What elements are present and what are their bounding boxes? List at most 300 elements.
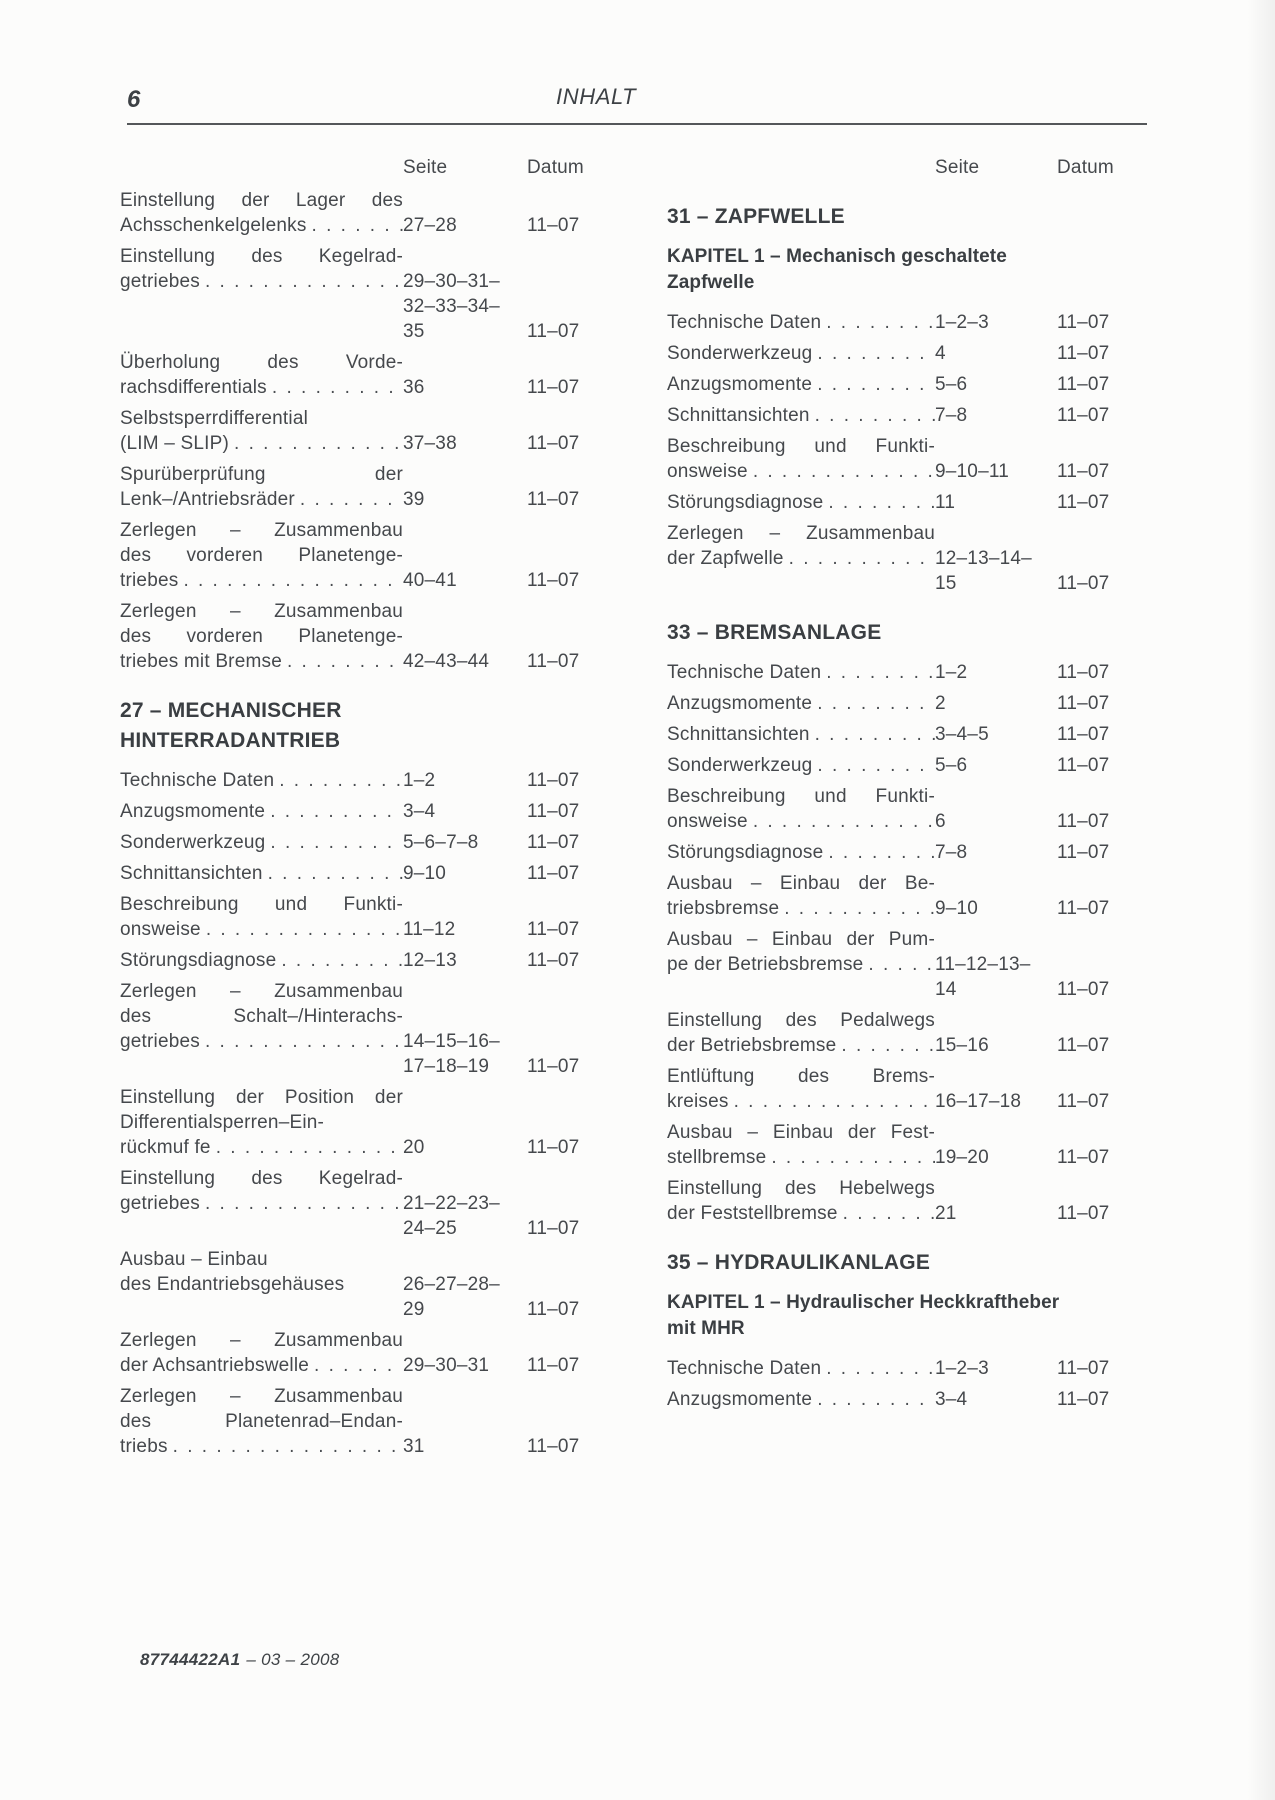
dot-leader-icon bbox=[281, 948, 403, 973]
toc-entry-page-numbers: 3–4 bbox=[403, 801, 436, 822]
toc-row bbox=[667, 571, 1127, 596]
toc-entry-date: 11–07 bbox=[1057, 693, 1110, 714]
toc-entry-page-numbers: 32–33–34– bbox=[403, 296, 500, 317]
toc-entry-date: 11–07 bbox=[527, 770, 580, 791]
toc-row bbox=[120, 518, 597, 543]
toc-entry-label-line: Technische Daten bbox=[120, 770, 275, 791]
toc-entry-label-line: getriebes bbox=[120, 1031, 200, 1052]
toc-row bbox=[120, 649, 597, 674]
toc-entry-label-line: (LIM – SLIP) bbox=[120, 433, 230, 454]
toc-entry bbox=[120, 948, 597, 973]
toc-row bbox=[120, 1353, 597, 1378]
dot-leader-icon bbox=[817, 1387, 935, 1412]
toc-entry-page-numbers: 1–2 bbox=[935, 662, 968, 683]
toc-entry-label-line: onsweise bbox=[120, 919, 201, 940]
toc-entry-label-line: Einstellung der Position der bbox=[120, 1087, 403, 1108]
toc-row bbox=[667, 1008, 1127, 1033]
toc-entry-label-line: Technische Daten bbox=[667, 1358, 822, 1379]
dot-leader-icon bbox=[279, 768, 403, 793]
toc-row bbox=[667, 1145, 1127, 1170]
toc-entry-date: 11–07 bbox=[527, 377, 580, 398]
toc-entry-label-line: rachsdifferentials bbox=[120, 377, 267, 398]
toc-entry-label-line: Differentialsperren–Ein- bbox=[120, 1112, 325, 1133]
toc-row bbox=[120, 375, 597, 400]
toc-entry-date: 11–07 bbox=[1057, 1358, 1110, 1379]
toc-row bbox=[667, 753, 1127, 778]
toc-entry bbox=[667, 722, 1127, 747]
dot-leader-icon bbox=[753, 459, 935, 484]
heading-line: mit MHR bbox=[667, 1318, 745, 1339]
toc-entry-label-line: Einstellung des Kegelrad- bbox=[120, 246, 403, 267]
toc-entry-date: 11–07 bbox=[527, 1218, 580, 1239]
toc-entry-date: 11–07 bbox=[527, 1355, 580, 1376]
toc-row bbox=[667, 1120, 1127, 1145]
toc-entry bbox=[667, 927, 1127, 1002]
toc-entry-label-line: Anzugsmomente bbox=[667, 374, 813, 395]
toc-entry-page-numbers: 29–30–31– bbox=[403, 271, 500, 292]
toc-chapter-heading bbox=[667, 1290, 1127, 1342]
toc-entry-page-numbers: 11–12–13– bbox=[935, 954, 1031, 975]
toc-row bbox=[667, 691, 1127, 716]
toc-row bbox=[667, 310, 1127, 335]
toc-entry-label-line: Schnittansichten bbox=[667, 405, 810, 426]
dot-leader-icon bbox=[205, 1191, 403, 1216]
toc-entry-label-line: rückmuf fe bbox=[120, 1137, 211, 1158]
toc-entry-date: 11–07 bbox=[527, 832, 580, 853]
toc-entry-page-numbers: 15–16 bbox=[935, 1035, 989, 1056]
toc-entry-label-line: Zerlegen – Zusammenbau bbox=[120, 1386, 403, 1407]
toc-entry-label-line: der Achsantriebswelle bbox=[120, 1355, 310, 1376]
toc-entry-page-numbers: 27–28 bbox=[403, 215, 457, 236]
toc-entry-page-numbers: 9–10 bbox=[935, 898, 979, 919]
toc-entry-date: 11–07 bbox=[527, 433, 580, 454]
toc-row bbox=[120, 1409, 597, 1434]
toc-row bbox=[120, 1297, 597, 1322]
toc-entry bbox=[667, 753, 1127, 778]
toc-row bbox=[667, 434, 1127, 459]
dot-leader-icon bbox=[817, 341, 935, 366]
toc-entry-label-line: getriebes bbox=[120, 1193, 200, 1214]
toc-entry bbox=[667, 1008, 1127, 1058]
seite-column-header: Seite bbox=[935, 157, 980, 178]
toc-entry-page-numbers: 5–6 bbox=[935, 374, 968, 395]
toc-row bbox=[667, 459, 1127, 484]
toc-row bbox=[120, 861, 597, 886]
toc-entry-label-line: des Schalt–/Hinterachs- bbox=[120, 1006, 403, 1027]
toc-entry-page-numbers: 1–2–3 bbox=[935, 312, 989, 333]
toc-row bbox=[120, 1434, 597, 1459]
toc-entry-page-numbers: 4 bbox=[935, 343, 946, 364]
toc-entry-page-numbers: 14–15–16– bbox=[403, 1031, 500, 1052]
toc-row bbox=[667, 341, 1127, 366]
toc-column-right bbox=[667, 155, 1127, 1418]
dot-leader-icon bbox=[183, 568, 403, 593]
toc-entry-page-numbers: 14 bbox=[935, 979, 957, 1000]
toc-entry-date: 11–07 bbox=[527, 489, 580, 510]
toc-entry-label-line: Achsschenkelgelenks bbox=[120, 215, 307, 236]
toc-entry-date: 11–07 bbox=[527, 321, 580, 342]
toc-row bbox=[120, 406, 597, 431]
toc-entry-label-line: Beschreibung und Funkti- bbox=[120, 894, 403, 915]
toc-entry-label-line: triebsbremse bbox=[667, 898, 780, 919]
toc-section-heading bbox=[667, 202, 1127, 232]
toc-entry-label-line: Ausbau – Einbau der Pum- bbox=[667, 929, 935, 950]
toc-row bbox=[120, 768, 597, 793]
heading-line: Zapfwelle bbox=[667, 272, 755, 293]
dot-leader-icon bbox=[753, 809, 935, 834]
toc-row bbox=[667, 840, 1127, 865]
dot-leader-icon bbox=[826, 660, 935, 685]
toc-entry bbox=[667, 1176, 1127, 1226]
toc-entry-date: 11–07 bbox=[1057, 461, 1110, 482]
toc-entry bbox=[667, 434, 1127, 484]
toc-row bbox=[120, 1272, 597, 1297]
toc-entry bbox=[120, 1384, 597, 1459]
toc-entry-label-line: Störungsdiagnose bbox=[667, 492, 824, 513]
seite-column-header: Seite bbox=[403, 157, 448, 178]
dot-leader-icon bbox=[826, 310, 935, 335]
toc-entry bbox=[667, 1387, 1127, 1412]
toc-entry-label-line: onsweise bbox=[667, 811, 748, 832]
toc-entry-date: 11–07 bbox=[527, 1137, 580, 1158]
toc-entry-label-line: Störungsdiagnose bbox=[667, 842, 824, 863]
dot-leader-icon bbox=[826, 1356, 935, 1381]
toc-entry-label-line: Zerlegen – Zusammenbau bbox=[120, 1330, 403, 1351]
toc-row bbox=[120, 892, 597, 917]
toc-row bbox=[120, 799, 597, 824]
toc-entry bbox=[120, 1328, 597, 1378]
toc-entry-label-line: Sonderwerkzeug bbox=[667, 343, 813, 364]
datum-column-header: Datum bbox=[1057, 157, 1114, 178]
toc-entry-label-line: onsweise bbox=[667, 461, 748, 482]
toc-entry-label-line: der Feststellbremse bbox=[667, 1203, 838, 1224]
datum-column-header: Datum bbox=[527, 157, 584, 178]
toc-entry-date: 11–07 bbox=[1057, 405, 1110, 426]
toc-section-heading bbox=[667, 1248, 1127, 1278]
toc-entry-page-numbers: 42–43–44 bbox=[403, 651, 490, 672]
dot-leader-icon bbox=[287, 649, 403, 674]
dot-leader-icon bbox=[784, 896, 935, 921]
dot-leader-icon bbox=[815, 403, 935, 428]
toc-entry-label-line: der Zapfwelle bbox=[667, 548, 784, 569]
toc-entry bbox=[667, 660, 1127, 685]
toc-entry-date: 11–07 bbox=[527, 1299, 580, 1320]
heading-line: 33 – BREMSANLAGE bbox=[667, 621, 882, 644]
toc-entry-label-line: Zerlegen – Zusammenbau bbox=[120, 601, 403, 622]
toc-entry-page-numbers: 7–8 bbox=[935, 405, 968, 426]
toc-row bbox=[120, 155, 597, 180]
page-footer bbox=[140, 1650, 339, 1670]
toc-entry-date: 11–07 bbox=[1057, 662, 1110, 683]
toc-row bbox=[120, 624, 597, 649]
toc-row bbox=[120, 948, 597, 973]
toc-entry-page-numbers: 16–17–18 bbox=[935, 1091, 1022, 1112]
toc-entry-page-numbers: 2 bbox=[935, 693, 946, 714]
dot-leader-icon bbox=[815, 722, 935, 747]
toc-row bbox=[120, 1054, 597, 1079]
toc-row bbox=[120, 244, 597, 269]
toc-entry bbox=[120, 406, 597, 456]
toc-row bbox=[667, 1176, 1127, 1201]
toc-entry bbox=[120, 1085, 597, 1160]
toc-row bbox=[120, 350, 597, 375]
dot-leader-icon bbox=[270, 799, 403, 824]
toc-entry-page-numbers: 26–27–28– bbox=[403, 1274, 500, 1295]
heading-line: 31 – ZAPFWELLE bbox=[667, 205, 845, 228]
toc-entry bbox=[120, 830, 597, 855]
toc-entry-date: 11–07 bbox=[1057, 1389, 1110, 1410]
toc-entry-page-numbers: 29–30–31 bbox=[403, 1355, 490, 1376]
toc-row bbox=[120, 269, 597, 294]
toc-entry-date: 11–07 bbox=[1057, 492, 1110, 513]
toc-row bbox=[120, 599, 597, 624]
toc-entry-label-line: Ausbau – Einbau der Be- bbox=[667, 873, 935, 894]
toc-entry-label-line: Störungsdiagnose bbox=[120, 950, 277, 971]
toc-row bbox=[120, 431, 597, 456]
toc-entry bbox=[667, 1356, 1127, 1381]
toc-row bbox=[120, 213, 597, 238]
dot-leader-icon bbox=[817, 691, 935, 716]
toc-entry-page-numbers: 6 bbox=[935, 811, 946, 832]
toc-row bbox=[120, 462, 597, 487]
dot-leader-icon bbox=[817, 372, 935, 397]
toc-row bbox=[120, 487, 597, 512]
heading-line: KAPITEL 1 – Mechanisch geschaltete bbox=[667, 246, 1007, 267]
toc-entry bbox=[667, 871, 1127, 921]
toc-entry-label-line: Zerlegen – Zusammenbau bbox=[120, 520, 403, 541]
toc-entry bbox=[120, 768, 597, 793]
toc-entry-label-line: Anzugsmomente bbox=[667, 693, 813, 714]
toc-entry bbox=[120, 244, 597, 344]
toc-entry-page-numbers: 39 bbox=[403, 489, 425, 510]
heading-line: HINTERRADANTRIEB bbox=[120, 729, 341, 752]
footer-doc-code: 87744422A1 bbox=[140, 1650, 241, 1669]
toc-entry bbox=[667, 1064, 1127, 1114]
toc-row bbox=[120, 917, 597, 942]
toc-entry bbox=[120, 188, 597, 238]
toc-entry-label-line: Schnittansichten bbox=[120, 863, 263, 884]
toc-entry bbox=[667, 490, 1127, 515]
toc-row bbox=[120, 1004, 597, 1029]
toc-entry-label-line: pe der Betriebsbremse bbox=[667, 954, 864, 975]
toc-entry-date: 11–07 bbox=[527, 570, 580, 591]
toc-entry-label-line: Zerlegen – Zusammenbau bbox=[667, 523, 935, 544]
toc-entry bbox=[667, 840, 1127, 865]
toc-row bbox=[667, 871, 1127, 896]
toc-entry-page-numbers: 21 bbox=[935, 1203, 957, 1224]
toc-entry-page-numbers: 11 bbox=[935, 492, 956, 513]
toc-row bbox=[120, 1384, 597, 1409]
toc-row bbox=[667, 372, 1127, 397]
toc-entry-page-numbers: 40–41 bbox=[403, 570, 457, 591]
toc-row bbox=[667, 809, 1127, 834]
toc-entry-label-line: Einstellung des Kegelrad- bbox=[120, 1168, 403, 1189]
toc-entry-page-numbers: 9–10–11 bbox=[935, 461, 1009, 482]
toc-entry bbox=[667, 310, 1127, 335]
toc-entry-date: 11–07 bbox=[1057, 374, 1110, 395]
toc-entry-date: 11–07 bbox=[527, 1056, 580, 1077]
toc-entry bbox=[120, 979, 597, 1079]
toc-entry-label-line: kreises bbox=[667, 1091, 729, 1112]
toc-entry-label-line: Spurüberprüfung der bbox=[120, 464, 403, 485]
dot-leader-icon bbox=[828, 840, 935, 865]
toc-row bbox=[120, 1328, 597, 1353]
toc-entry-date: 11–07 bbox=[527, 215, 580, 236]
toc-entry bbox=[120, 799, 597, 824]
dot-leader-icon bbox=[734, 1089, 935, 1114]
toc-entry bbox=[120, 861, 597, 886]
toc-row bbox=[667, 1064, 1127, 1089]
toc-entry bbox=[667, 403, 1127, 428]
page-title: INHALT bbox=[556, 84, 637, 109]
toc-entry-label-line: Sonderwerkzeug bbox=[120, 832, 266, 853]
toc-row bbox=[120, 568, 597, 593]
toc-row bbox=[120, 1110, 597, 1135]
toc-entry-date: 11–07 bbox=[1057, 1147, 1110, 1168]
toc-row bbox=[120, 1135, 597, 1160]
toc-row bbox=[120, 1029, 597, 1054]
dot-leader-icon bbox=[868, 952, 935, 977]
dot-leader-icon bbox=[216, 1135, 403, 1160]
toc-entry-label-line: Technische Daten bbox=[667, 312, 822, 333]
toc-row bbox=[120, 294, 597, 319]
toc-section-heading bbox=[667, 618, 1127, 648]
toc-entry-label-line: triebs bbox=[120, 1436, 168, 1457]
toc-entry-date: 11–07 bbox=[1057, 842, 1110, 863]
dot-leader-icon bbox=[314, 1353, 403, 1378]
toc-entry-page-numbers: 11–12 bbox=[403, 919, 456, 940]
dot-leader-icon bbox=[828, 490, 935, 515]
dot-leader-icon bbox=[841, 1033, 935, 1058]
toc-entry-page-numbers: 1–2–3 bbox=[935, 1358, 989, 1379]
dot-leader-icon bbox=[771, 1145, 935, 1170]
toc-row bbox=[667, 1201, 1127, 1226]
toc-row bbox=[667, 896, 1127, 921]
toc-entry-page-numbers: 19–20 bbox=[935, 1147, 989, 1168]
toc-entry-label-line: stellbremse bbox=[667, 1147, 767, 1168]
toc-entry bbox=[667, 521, 1127, 596]
toc-entry-date: 11–07 bbox=[1057, 755, 1110, 776]
toc-entry bbox=[120, 599, 597, 674]
toc-row bbox=[667, 403, 1127, 428]
dot-leader-icon bbox=[268, 861, 403, 886]
toc-row bbox=[667, 927, 1127, 952]
toc-entry-label-line: getriebes bbox=[120, 271, 200, 292]
toc-row bbox=[667, 1033, 1127, 1058]
toc-entry-page-numbers: 15 bbox=[935, 573, 957, 594]
toc-row bbox=[667, 155, 1127, 180]
toc-entry bbox=[120, 1166, 597, 1241]
toc-entry-date: 11–07 bbox=[1057, 811, 1110, 832]
dot-leader-icon bbox=[843, 1201, 935, 1226]
toc-row bbox=[667, 521, 1127, 546]
toc-entry bbox=[667, 1120, 1127, 1170]
toc-entry-label-line: Anzugsmomente bbox=[667, 1389, 813, 1410]
toc-row bbox=[667, 977, 1127, 1002]
heading-line: 27 – MECHANISCHER bbox=[120, 699, 342, 722]
toc-entry-page-numbers: 29 bbox=[403, 1299, 425, 1320]
toc-entry-date: 11–07 bbox=[1057, 979, 1110, 1000]
toc-row bbox=[120, 543, 597, 568]
dot-leader-icon bbox=[789, 546, 935, 571]
toc-row bbox=[120, 979, 597, 1004]
dot-leader-icon bbox=[205, 269, 403, 294]
toc-entry-page-numbers: 7–8 bbox=[935, 842, 968, 863]
toc-column-left bbox=[120, 155, 597, 1465]
toc-entry-label-line: Ausbau – Einbau bbox=[120, 1249, 268, 1270]
toc-entry-page-numbers: 35 bbox=[403, 321, 425, 342]
toc-row bbox=[120, 319, 597, 344]
dot-leader-icon bbox=[206, 917, 403, 942]
toc-entry-date: 11–07 bbox=[1057, 1091, 1110, 1112]
toc-entry-page-numbers: 3–4–5 bbox=[935, 724, 989, 745]
toc-entry-page-numbers: 1–2 bbox=[403, 770, 436, 791]
toc-entry-date: 11–07 bbox=[527, 1436, 580, 1457]
toc-entry bbox=[120, 462, 597, 512]
toc-entry-page-numbers: 24–25 bbox=[403, 1218, 457, 1239]
toc-chapter-heading bbox=[667, 244, 1127, 296]
toc-entry-label-line: des vorderen Planetenge- bbox=[120, 626, 403, 647]
toc-entry-page-numbers: 37–38 bbox=[403, 433, 457, 454]
toc-entry-page-numbers: 3–4 bbox=[935, 1389, 968, 1410]
toc-entry-label-line: Sonderwerkzeug bbox=[667, 755, 813, 776]
toc-entry-date: 11–07 bbox=[1057, 312, 1110, 333]
toc-row bbox=[120, 1216, 597, 1241]
toc-entry-page-numbers: 31 bbox=[403, 1436, 425, 1457]
toc-entry-date: 11–07 bbox=[527, 950, 580, 971]
toc-entry bbox=[120, 1247, 597, 1322]
toc-entry-date: 11–07 bbox=[527, 801, 580, 822]
toc-row bbox=[120, 1247, 597, 1272]
toc-row bbox=[667, 1356, 1127, 1381]
toc-row bbox=[120, 1166, 597, 1191]
toc-entry-label-line: der Betriebsbremse bbox=[667, 1035, 837, 1056]
toc-entry-label-line: Einstellung der Lager des bbox=[120, 190, 403, 211]
toc-entry-label-line: Einstellung des Hebelwegs bbox=[667, 1178, 935, 1199]
dot-leader-icon bbox=[270, 830, 403, 855]
toc-row bbox=[667, 952, 1127, 977]
toc-entry-label-line: triebes mit Bremse bbox=[120, 651, 282, 672]
toc-entry-label-line: Ausbau – Einbau der Fest- bbox=[667, 1122, 935, 1143]
toc-section-heading bbox=[120, 696, 597, 756]
toc-row bbox=[120, 830, 597, 855]
toc-entry bbox=[120, 350, 597, 400]
dot-leader-icon bbox=[205, 1029, 403, 1054]
toc-entry bbox=[667, 341, 1127, 366]
toc-row bbox=[120, 1191, 597, 1216]
dot-leader-icon bbox=[234, 431, 403, 456]
toc-entry-page-numbers: 17–18–19 bbox=[403, 1056, 490, 1077]
toc-entry-date: 11–07 bbox=[1057, 1035, 1110, 1056]
toc-row bbox=[667, 722, 1127, 747]
toc-entry-date: 11–07 bbox=[1057, 898, 1110, 919]
toc-entry-label-line: Selbstsperrdifferential bbox=[120, 408, 309, 429]
toc-entry-page-numbers: 5–6–7–8 bbox=[403, 832, 479, 853]
toc-entry-label-line: Entlüftung des Brems- bbox=[667, 1066, 935, 1087]
toc-row bbox=[667, 490, 1127, 515]
toc-entry-page-numbers: 12–13 bbox=[403, 950, 457, 971]
toc-entry-label-line: Beschreibung und Funkti- bbox=[667, 436, 935, 457]
toc-entry bbox=[120, 892, 597, 942]
toc-entry-label-line: Lenk–/Antriebsräder bbox=[120, 489, 295, 510]
toc-row bbox=[667, 1387, 1127, 1412]
toc-entry bbox=[667, 372, 1127, 397]
toc-entry-page-numbers: 12–13–14– bbox=[935, 548, 1032, 569]
toc-row bbox=[667, 1089, 1127, 1114]
toc-entry-label-line: Beschreibung und Funkti- bbox=[667, 786, 935, 807]
toc-entry-label-line: Überholung des Vorde- bbox=[120, 352, 403, 373]
toc-entry-label-line: Anzugsmomente bbox=[120, 801, 266, 822]
